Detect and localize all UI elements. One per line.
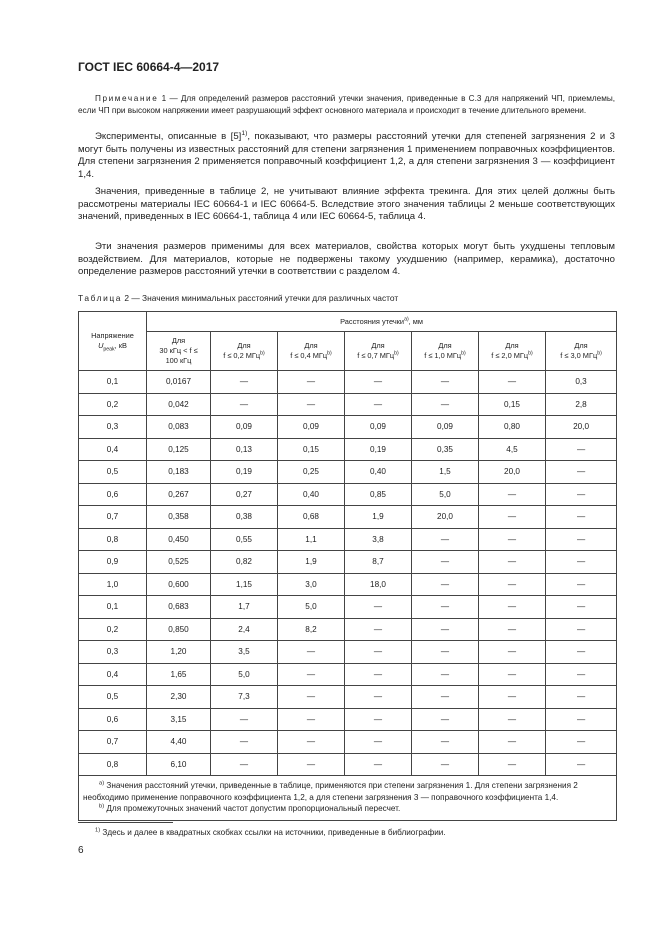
- voltage-cell: 0,7: [79, 731, 147, 754]
- table-caption-text: 2 — Значения минимальных расстояний утечки для различных частот: [124, 293, 399, 303]
- table-row: [79, 596, 617, 619]
- creepage-cell: 1,9: [345, 506, 412, 529]
- creepage-cell: 20,0: [412, 506, 479, 529]
- creepage-cell: —: [546, 686, 617, 709]
- footnote-b: [83, 803, 612, 815]
- table-row: [79, 618, 617, 641]
- column-header-line1: Для: [438, 341, 452, 350]
- creepage-cell: 0,183: [147, 461, 211, 484]
- voltage-cell: 0,2: [79, 618, 147, 641]
- page-footnote-text: Здесь и далее в квадратных скобках ссылки на источники, приведенные в библиографии.: [102, 828, 446, 837]
- creepage-cell: —: [479, 708, 546, 731]
- creepage-cell: —: [345, 753, 412, 776]
- creepage-cell: 8,7: [345, 551, 412, 574]
- group-header-unit: , мм: [408, 316, 423, 326]
- column-header-line2: [211, 351, 277, 361]
- column-header-line2: [147, 346, 210, 356]
- creepage-cell: —: [546, 596, 617, 619]
- column-header-line2: [479, 351, 545, 361]
- creepage-cell: 0,82: [211, 551, 278, 574]
- note-label: Примечание: [95, 94, 159, 103]
- creepage-cell: —: [412, 618, 479, 641]
- creepage-cell: —: [278, 663, 345, 686]
- creepage-cell: 0,09: [211, 416, 278, 439]
- creepage-cell: 0,40: [345, 461, 412, 484]
- creepage-cell: —: [278, 371, 345, 394]
- page-number: 6: [78, 845, 84, 856]
- creepage-cell: —: [412, 528, 479, 551]
- creepage-cell: —: [479, 573, 546, 596]
- creepage-cell: —: [479, 596, 546, 619]
- column-header-line2: [546, 351, 616, 361]
- voltage-cell: 0,7: [79, 506, 147, 529]
- creepage-cell: —: [412, 686, 479, 709]
- voltage-cell: 0,2: [79, 393, 147, 416]
- column-header-line1: Для: [304, 341, 318, 350]
- creepage-cell: —: [278, 641, 345, 664]
- creepage-cell: —: [278, 731, 345, 754]
- creepage-cell: 0,19: [345, 438, 412, 461]
- voltage-header: [79, 312, 147, 371]
- creepage-cell: 0,25: [278, 461, 345, 484]
- creepage-cell: —: [479, 551, 546, 574]
- creepage-cell: —: [546, 528, 617, 551]
- footnote-b-mark: b): [99, 803, 105, 810]
- voltage-cell: 0,1: [79, 371, 147, 394]
- frequency-column-header: [147, 332, 211, 371]
- creepage-cell: 0,125: [147, 438, 211, 461]
- creepage-cell: 0,38: [211, 506, 278, 529]
- creepage-cell: —: [546, 573, 617, 596]
- column-header-sup: b): [260, 350, 265, 357]
- footnote-a-mark: а): [99, 780, 105, 787]
- creepage-cell: 0,600: [147, 573, 211, 596]
- creepage-cell: —: [479, 506, 546, 529]
- footnote-a-text: Значения расстояний утечки, приведенные в таблице, применяются при степени загрязнения 1. Для степени загрязнения 2 необходимо применение поправочного коэффициента 1,2, а для степени загрязнения 3 — поправочного коэффициента 1,4.: [83, 781, 578, 802]
- creepage-cell: 0,267: [147, 483, 211, 506]
- column-header-line2: [278, 351, 344, 361]
- table-row: [79, 528, 617, 551]
- creepage-cell: —: [479, 483, 546, 506]
- voltage-cell: 0,3: [79, 416, 147, 439]
- column-header-line1: Для: [505, 341, 519, 350]
- paragraph-1: [78, 131, 615, 181]
- frequency-column-header: [546, 332, 617, 371]
- creepage-cell: —: [546, 641, 617, 664]
- creepage-cell: —: [345, 618, 412, 641]
- table-row: [79, 753, 617, 776]
- frequency-column-header: [278, 332, 345, 371]
- creepage-cell: —: [211, 753, 278, 776]
- creepage-cell: 1,1: [278, 528, 345, 551]
- column-header-line1: Для: [574, 341, 588, 350]
- creepage-cell: 0,27: [211, 483, 278, 506]
- column-header-line2: [345, 351, 411, 361]
- voltage-cell: 0,8: [79, 528, 147, 551]
- creepage-cell: 4,40: [147, 731, 211, 754]
- table-row: [79, 551, 617, 574]
- creepage-cell: —: [345, 596, 412, 619]
- creepage-cell: —: [278, 393, 345, 416]
- creepage-cell: 0,525: [147, 551, 211, 574]
- creepage-cell: —: [211, 371, 278, 394]
- creepage-cell: —: [412, 708, 479, 731]
- table-row: [79, 663, 617, 686]
- column-header-sup: b): [461, 350, 466, 357]
- creepage-cell: —: [412, 663, 479, 686]
- column-header-line2: [412, 351, 478, 361]
- creepage-cell: —: [211, 731, 278, 754]
- footnote-b-text: Для промежуточных значений частот допустим пропорциональный пересчет.: [106, 804, 401, 813]
- creepage-cell: 0,15: [278, 438, 345, 461]
- creepage-cell: —: [211, 708, 278, 731]
- table-row: [79, 461, 617, 484]
- footnote-divider: [78, 822, 173, 823]
- frequency-column-header: [345, 332, 412, 371]
- creepage-cell: 8,2: [278, 618, 345, 641]
- creepage-cell: —: [546, 753, 617, 776]
- creepage-cell: —: [479, 618, 546, 641]
- creepage-cell: 0,35: [412, 438, 479, 461]
- table-row: [79, 371, 617, 394]
- voltage-unit: , кВ: [114, 341, 127, 350]
- voltage-cell: 0,6: [79, 483, 147, 506]
- voltage-cell: 1,0: [79, 573, 147, 596]
- creepage-cell: 0,40: [278, 483, 345, 506]
- creepage-cell: 0,85: [345, 483, 412, 506]
- creepage-cell: —: [546, 483, 617, 506]
- creepage-cell: —: [412, 393, 479, 416]
- column-header-line1: Для: [237, 341, 251, 350]
- voltage-cell: 0,9: [79, 551, 147, 574]
- creepage-cell: 0,083: [147, 416, 211, 439]
- document-header: ГОСТ IEC 60664-4—2017: [78, 60, 220, 74]
- creepage-cell: 0,683: [147, 596, 211, 619]
- creepage-cell: —: [546, 618, 617, 641]
- creepage-cell: 0,358: [147, 506, 211, 529]
- creepage-cell: 6,10: [147, 753, 211, 776]
- creepage-cell: 1,15: [211, 573, 278, 596]
- creepage-cell: —: [345, 708, 412, 731]
- column-header-sup: b): [528, 350, 533, 357]
- voltage-cell: 0,5: [79, 461, 147, 484]
- creepage-cell: —: [546, 438, 617, 461]
- creepage-cell: 1,9: [278, 551, 345, 574]
- creepage-cell: 2,4: [211, 618, 278, 641]
- creepage-cell: —: [412, 641, 479, 664]
- frequency-column-header: [211, 332, 278, 371]
- voltage-cell: 0,1: [79, 596, 147, 619]
- column-header-line1: Для: [371, 341, 385, 350]
- creepage-cell: —: [412, 753, 479, 776]
- creepage-cell: —: [345, 393, 412, 416]
- creepage-cell: 20,0: [546, 416, 617, 439]
- frequency-column-header: [412, 332, 479, 371]
- creepage-cell: 0,0167: [147, 371, 211, 394]
- creepage-cell: 0,450: [147, 528, 211, 551]
- creepage-cell: —: [345, 686, 412, 709]
- voltage-symbol: U: [98, 341, 104, 350]
- creepage-cell: —: [546, 551, 617, 574]
- creepage-cell: 1,65: [147, 663, 211, 686]
- voltage-header-symbol: [79, 341, 146, 351]
- table-row: [79, 641, 617, 664]
- column-header-frequency: 30 кГц < f ≤: [159, 346, 198, 355]
- column-header-frequency: f ≤ 0,4 МГц: [290, 351, 328, 360]
- creepage-cell: —: [546, 506, 617, 529]
- creepage-cell: 3,0: [278, 573, 345, 596]
- creepage-cell: —: [546, 731, 617, 754]
- creepage-cell: —: [479, 663, 546, 686]
- table-row: [79, 573, 617, 596]
- creepage-cell: —: [479, 753, 546, 776]
- creepage-cell: 0,68: [278, 506, 345, 529]
- footnote-a: [83, 780, 612, 803]
- column-header-sup: b): [394, 350, 399, 357]
- creepage-table: [78, 311, 617, 821]
- column-header-sup: b): [597, 350, 602, 357]
- frequency-column-header: [479, 332, 546, 371]
- creepage-cell: 3,5: [211, 641, 278, 664]
- table-row: [79, 731, 617, 754]
- column-header-frequency: f ≤ 3,0 МГц: [560, 351, 598, 360]
- creepage-cell: —: [412, 551, 479, 574]
- table-footnotes: [79, 776, 617, 821]
- column-header-line3: 100 кГц: [165, 356, 192, 365]
- creepage-cell: 2,30: [147, 686, 211, 709]
- creepage-cell: —: [345, 731, 412, 754]
- creepage-cell: 0,850: [147, 618, 211, 641]
- paragraph-2: Значения, приведенные в таблице 2, не учитывают влияние эффекта трекинга. Для этих целей должны быть рассмотрены материалы IEC 60664-1 и IEC 60664-5. Вследствие этого значения таблицы 2 меньше соответствующих значений, приведенных в IEC 60664-1, таблица 4 или IEC 60664-5, таблица 4.: [78, 186, 615, 222]
- table-row: [79, 438, 617, 461]
- footnote-ref-1: 1): [241, 129, 248, 137]
- creepage-cell: 3,15: [147, 708, 211, 731]
- note-block: [78, 93, 615, 117]
- creepage-cell: 0,13: [211, 438, 278, 461]
- creepage-cell: —: [412, 573, 479, 596]
- creepage-cell: 7,3: [211, 686, 278, 709]
- creepage-cell: 1,5: [412, 461, 479, 484]
- page-footnote-mark: 1): [95, 827, 101, 834]
- creepage-cell: 4,5: [479, 438, 546, 461]
- creepage-cell: —: [479, 731, 546, 754]
- voltage-cell: 0,6: [79, 708, 147, 731]
- creepage-cell: —: [479, 686, 546, 709]
- creepage-cell: —: [278, 686, 345, 709]
- table-caption-label: Таблица: [78, 293, 123, 303]
- table-row: [79, 686, 617, 709]
- voltage-cell: 0,4: [79, 663, 147, 686]
- creepage-cell: 5,0: [278, 596, 345, 619]
- creepage-cell: 20,0: [479, 461, 546, 484]
- table-row: [79, 483, 617, 506]
- voltage-cell: 0,5: [79, 686, 147, 709]
- creepage-group-header: [147, 312, 617, 332]
- column-header-frequency: f ≤ 1,0 МГц: [424, 351, 462, 360]
- creepage-cell: —: [479, 528, 546, 551]
- table-row: [79, 393, 617, 416]
- creepage-cell: 0,80: [479, 416, 546, 439]
- creepage-cell: 18,0: [345, 573, 412, 596]
- creepage-cell: —: [546, 708, 617, 731]
- paragraph-1-part-b: , показывают, что размеры расстояний утечки для степеней загрязнения 2 и 3 могут быть получены из известных расстояний для степени загрязнения 1 применением поправочных коэффициентов. Для степени загрязнения 2 применяется поправочный коэффициент 1,2, а для степени загрязнения 3 — коэффициент 1,4.: [78, 131, 615, 180]
- creepage-cell: 0,09: [278, 416, 345, 439]
- creepage-cell: —: [479, 371, 546, 394]
- creepage-cell: —: [546, 663, 617, 686]
- creepage-cell: —: [412, 731, 479, 754]
- column-header-line1: Для: [171, 336, 186, 345]
- group-header-sup: а): [404, 316, 409, 323]
- column-header-frequency: f ≤ 0,2 МГц: [223, 351, 261, 360]
- voltage-symbol-sub: peak: [103, 346, 115, 353]
- note-text: 1 — Для определений размеров расстояний утечки значения, приведенные в С.3 для напряжений ЧП, приемлемы, если ЧП при высоком напряжении имеет разрушающий эффект основного материала и происходит в течение длительного времени.: [78, 94, 615, 115]
- voltage-cell: 0,8: [79, 753, 147, 776]
- creepage-cell: —: [412, 596, 479, 619]
- table-row: [79, 416, 617, 439]
- creepage-cell: —: [546, 461, 617, 484]
- group-header-text: Расстояния утечки: [340, 316, 405, 326]
- creepage-cell: 0,042: [147, 393, 211, 416]
- creepage-cell: —: [211, 393, 278, 416]
- creepage-cell: —: [412, 371, 479, 394]
- column-header-frequency: f ≤ 2,0 МГц: [491, 351, 529, 360]
- paragraph-3: Эти значения размеров применимы для всех материалов, свойства которых могут быть ухудшены тепловым воздействием. Для материалов, которые не подвержены такому ухудшению (например, керамика), достаточно определение размеров расстояний утечки в соответствии с разделом 4.: [78, 241, 615, 277]
- creepage-cell: 0,09: [412, 416, 479, 439]
- creepage-cell: —: [345, 663, 412, 686]
- creepage-cell: 1,7: [211, 596, 278, 619]
- creepage-cell: —: [345, 371, 412, 394]
- creepage-cell: 1,20: [147, 641, 211, 664]
- creepage-cell: 0,09: [345, 416, 412, 439]
- table-row: [79, 708, 617, 731]
- creepage-cell: 0,55: [211, 528, 278, 551]
- column-header-sup: b): [327, 350, 332, 357]
- creepage-cell: —: [278, 708, 345, 731]
- creepage-cell: —: [479, 641, 546, 664]
- creepage-cell: 2,8: [546, 393, 617, 416]
- table-row: [79, 506, 617, 529]
- creepage-cell: 3,8: [345, 528, 412, 551]
- page-footnote: [95, 828, 446, 837]
- creepage-cell: 5,0: [211, 663, 278, 686]
- table-caption: [78, 293, 398, 303]
- column-header-frequency: f ≤ 0,7 МГц: [357, 351, 395, 360]
- creepage-cell: 5,0: [412, 483, 479, 506]
- creepage-cell: 0,3: [546, 371, 617, 394]
- creepage-cell: —: [345, 641, 412, 664]
- paragraph-1-part-a: Эксперименты, описанные в [5]: [95, 131, 242, 142]
- creepage-cell: 0,15: [479, 393, 546, 416]
- voltage-header-line: Напряжение: [91, 331, 134, 340]
- voltage-cell: 0,4: [79, 438, 147, 461]
- voltage-cell: 0,3: [79, 641, 147, 664]
- creepage-cell: —: [278, 753, 345, 776]
- creepage-cell: 0,19: [211, 461, 278, 484]
